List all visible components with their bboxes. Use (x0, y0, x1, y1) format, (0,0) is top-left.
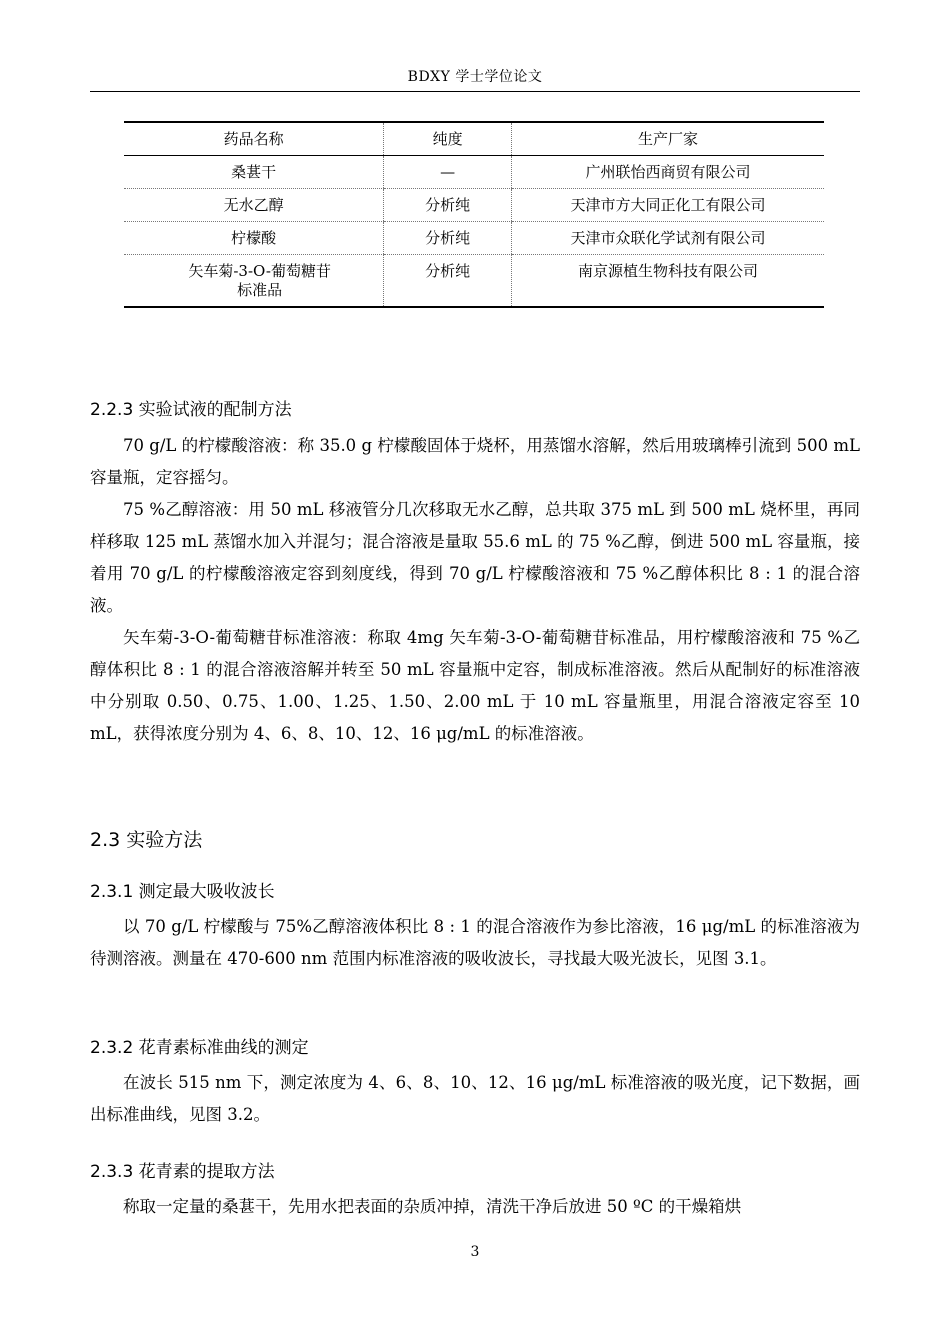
table-cell: — (384, 156, 512, 189)
paragraph: 75 %乙醇溶液：用 50 mL 移液管分几次移取无水乙醇，总共取 375 mL 到 500 mL 烧杯里，再同样移取 125 mL 蒸馏水加入并混匀；混合溶液是量取 55.6 mL 的 75 %乙醇，倒进 500 mL 容量瓶，接着用 70 g/L 的柠檬酸溶液定容到刻度线，得到 70 g/L 柠檬酸溶液和 75 %乙醇体积比 8 : 1 的混合溶液。 (90, 500, 860, 615)
table-row (124, 222, 824, 255)
section-heading-2-2-3: 2.2.3 实验试液的配制方法 (90, 400, 292, 420)
paragraph: 在波长 515 nm 下，测定浓度为 4、6、8、10、12、16 μg/mL 标准溶液的吸光度，记下数据，画出标准曲线，见图 3.2。 (90, 1073, 860, 1124)
table-row (124, 255, 824, 308)
column-header: 药品名称 (124, 122, 384, 156)
section-heading-2-3-2: 2.3.2 花青素标准曲线的测定 (90, 1038, 309, 1058)
table-header-row (124, 122, 824, 156)
table-cell: 广州联怡西商贸有限公司 (511, 156, 824, 189)
section-heading-2-3-1: 2.3.1 测定最大吸收波长 (90, 882, 275, 902)
running-header: BDXY 学士学位论文 (407, 69, 543, 85)
table-cell: 无水乙醇 (124, 189, 384, 222)
table-cell: 矢车菊-3-O-葡萄糖苷 标准品 (124, 255, 384, 308)
table-row (124, 189, 824, 222)
table-cell: 天津市众联化学试剂有限公司 (511, 222, 824, 255)
paragraph: 70 g/L 的柠檬酸溶液：称 35.0 g 柠檬酸固体于烧杯，用蒸馏水溶解，然后用玻璃棒引流到 500 mL 容量瓶，定容摇匀。 (90, 436, 860, 487)
table-cell: 天津市方大同正化工有限公司 (511, 189, 824, 222)
paragraph: 称取一定量的桑葚干，先用水把表面的杂质冲掉，清洗干净后放进 50 ºC 的干燥箱烘 (123, 1197, 742, 1216)
table-cell: 分析纯 (384, 255, 512, 308)
table-cell: 南京源植生物科技有限公司 (511, 255, 824, 308)
paragraph: 矢车菊-3-O-葡萄糖苷标准溶液：称取 4mg 矢车菊-3-O-葡萄糖苷标准品，用柠檬酸溶液和 75 %乙醇体积比 8 : 1 的混合溶液溶解并转至 50 mL 容量瓶中定容，制成标准溶液。然后从配制好的标准溶液中分别取 0.50、0.75、1.00、1.25、1.50、2.00 mL 于 10 mL 容量瓶里，用混合溶液定容至 10 mL，获得浓度分别为 4、6、8、10、12、16 μg/mL 的标准溶液。 (90, 628, 860, 743)
table-cell: 分析纯 (384, 222, 512, 255)
table-row (124, 156, 824, 189)
header-rule (90, 91, 860, 92)
reagent-table (124, 121, 824, 308)
table-cell: 柠檬酸 (124, 222, 384, 255)
section-heading-2-3-3: 2.3.3 花青素的提取方法 (90, 1162, 275, 1182)
table-cell: 分析纯 (384, 189, 512, 222)
section-heading-2-3: 2.3 实验方法 (90, 829, 203, 851)
paragraph: 以 70 g/L 柠檬酸与 75%乙醇溶液体积比 8 : 1 的混合溶液作为参比溶液，16 μg/mL 的标准溶液为待测溶液。测量在 470-600 nm 范围内标准溶液的吸收波长，寻找最大吸光波长，见图 3.1。 (90, 917, 860, 968)
column-header: 纯度 (384, 122, 512, 156)
column-header: 生产厂家 (511, 122, 824, 156)
page-number: 3 (470, 1244, 480, 1260)
table-cell: 桑葚干 (124, 156, 384, 189)
